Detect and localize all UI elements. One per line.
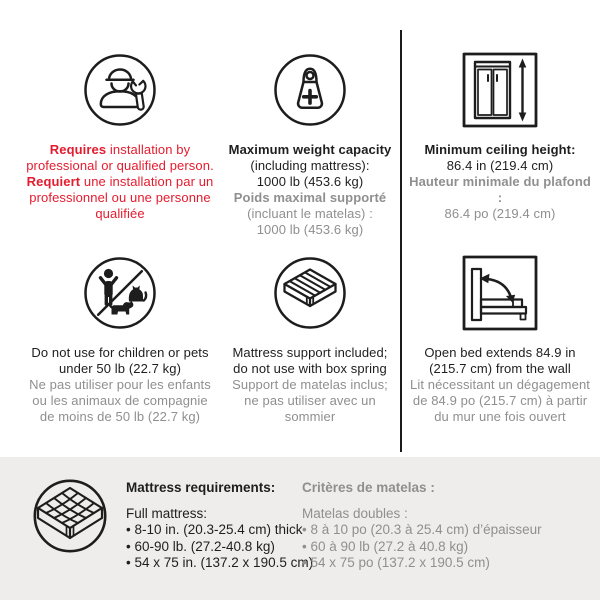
spec-text-en: Open bed extends 84.9 in (215.7 cm) from the wall [424,345,576,376]
spec-cell-installation [20,0,220,221]
spec-cell-max-weight [220,0,400,237]
mattress-requirements-en [126,480,313,572]
mattress-requirements-section [0,457,600,600]
spec-cell-no-children-pets [20,205,220,425]
ceiling-height-icon [460,50,540,130]
open-bed-icon [460,253,540,333]
spec-title-en: Maximum weight capacity [228,142,392,157]
mattress-requirements-title-en: Mattress requirements: [126,480,276,495]
spec-title-fr: Poids maximal supporté [233,190,387,205]
spec-cell-ceiling-height [400,0,600,221]
list-item: • 8 à 10 po (20.3 à 25.4 cm) d’épaisseur [302,522,542,539]
spec-cell-mattress-support [220,205,400,425]
spec-text-fr: Requiert une installation par un professionnel ou une personne qualifiée [26,174,214,221]
slatted-base-icon [274,257,346,329]
spec-note-en: (including mattress): [250,158,370,173]
spec-value-fr: 86.4 po (219.4 cm) [444,206,556,221]
spec-text-fr: Support de matelas inclus; ne pas utiliser avec un sommier [232,377,388,424]
mattress-requirements-fr [302,480,542,572]
spec-title-fr: Hauteur minimale du plafond : [409,174,591,205]
list-item: • 60 à 90 lb (27.2 à 40.8 kg) [302,539,542,556]
mattress-size-label-en: Full mattress: [126,506,208,521]
list-item: • 8-10 in. (20.3-25.4 cm) thick [126,522,313,539]
spec-value-en: 86.4 in (219.4 cm) [446,158,554,173]
spec-grid [20,0,600,425]
spec-text-en: Do not use for children or pets under 50 lb (22.7 kg) [31,345,209,376]
spec-value-en: 1000 lb (453.6 kg) [256,174,364,189]
spec-note-fr: (incluant le matelas) : [247,206,373,221]
spec-text-fr: Ne pas utiliser pour les enfants ou les animaux de compagnie de moins de 50 lb (22.7 kg) [29,377,211,424]
mattress-size-label-fr: Matelas doubles : [302,506,408,521]
mattress-requirements-title-fr: Critères de matelas : [302,480,435,495]
spec-title-en: Minimum ceiling height: [424,142,576,157]
installer-icon [84,54,156,126]
spec-value-fr: 1000 lb (453.6 kg) [256,222,364,237]
no-children-pets-icon [84,257,156,329]
spec-text-fr: Lit nécessitant un dégagement de 84.9 po (215.7 cm) à partir du mur une fois ouvert [410,377,590,424]
list-item: • 60-90 lb. (27.2-40.8 kg) [126,539,313,556]
mattress-icon [32,478,108,554]
list-item: • 54 x 75 po (137.2 x 190.5 cm) [302,555,542,572]
mattress-specs-list-en [126,522,313,572]
spec-text-en: Mattress support included; do not use with box spring [232,345,388,376]
spec-cell-open-bed-depth [400,205,600,425]
spec-text-en: Requires installation by professional or qualified person. [26,142,214,173]
max-weight-icon [274,54,346,126]
mattress-specs-list-fr [302,522,542,572]
list-item: • 54 x 75 in. (137.2 x 190.5 cm) [126,555,313,572]
